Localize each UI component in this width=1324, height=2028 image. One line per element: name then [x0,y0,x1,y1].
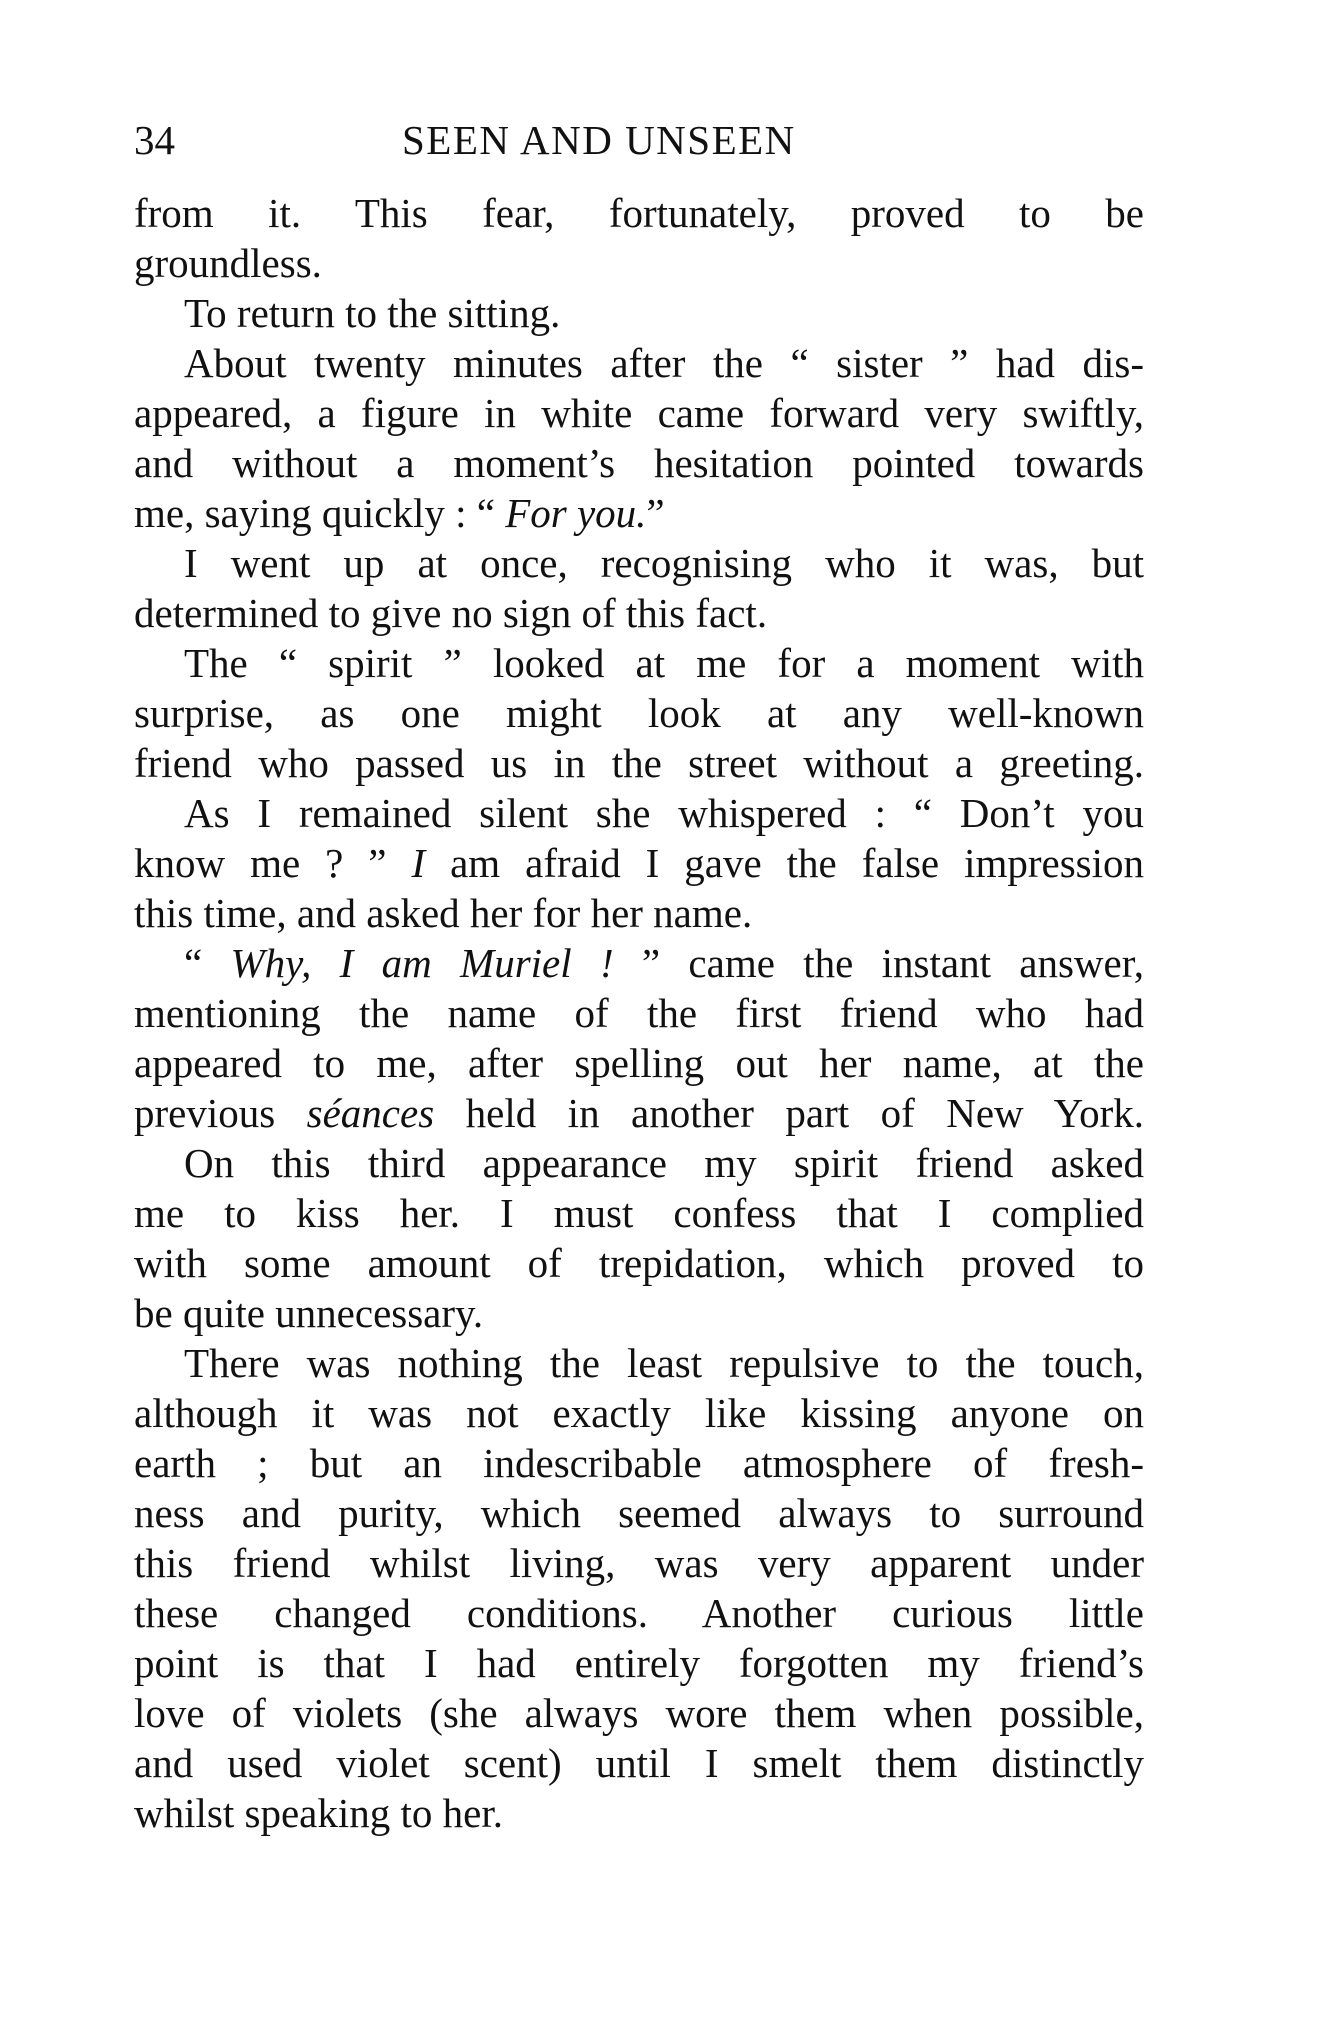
text-line: On this third appearance my spirit friend asked [184,1140,1144,1186]
text-line: surprise, as one might look at any well-known [134,690,1144,736]
text-line: these changed conditions. Another curious little [134,1590,1144,1636]
text-line: As I remained silent she whispered : “ Don’t you [184,790,1144,836]
text-line: groundless. [134,240,322,286]
italic-text: For you. [505,490,647,536]
text-line: The “ spirit ” looked at me for a moment with [184,640,1144,686]
text-line: “ Why, I am Muriel ! ” came the instant answer, [184,940,1144,986]
italic-text: I [411,840,426,886]
text-line: this time, and asked her for her name. [134,890,753,936]
text-line: previous séances held in another part of New York. [134,1090,1144,1136]
text-line: About twenty minutes after the “ sister ” had dis- [184,340,1144,386]
text-line: me to kiss her. I must confess that I complied [134,1190,1144,1236]
text-line: although it was not exactly like kissing anyone on [134,1390,1144,1436]
text-line: and without a moment’s hesitation pointed towards [134,440,1144,486]
text-line: whilst speaking to her. [134,1790,503,1836]
text-line: with some amount of trepidation, which proved to [134,1240,1144,1286]
body-text [134,188,1144,1838]
text-line: appeared to me, after spelling out her name, at the [134,1040,1144,1086]
text-line: There was nothing the least repulsive to the touch, [184,1340,1144,1386]
text-line: determined to give no sign of this fact. [134,590,768,636]
text-line: To return to the sitting. [184,290,561,336]
text-line: point is that I had entirely forgotten my friend’s [134,1640,1144,1686]
italic-text: Why, I am Muriel ! [230,940,614,986]
text-line: friend who passed us in the street without a greeting. [134,740,1144,786]
text-line: mentioning the name of the first friend who had [134,990,1144,1036]
running-title: SEEN AND UNSEEN [402,117,796,163]
text-line: ness and purity, which seemed always to surround [134,1490,1144,1536]
text-line: earth ; but an indescribable atmosphere of fresh- [134,1440,1144,1486]
text-line: appeared, a figure in white came forward very swiftly, [134,390,1144,436]
text-line: be quite unnecessary. [134,1290,484,1336]
page-number: 34 [134,117,175,163]
text-line: I went up at once, recognising who it was, but [184,540,1144,586]
text-line: from it. This fear, fortunately, proved to be [134,190,1144,236]
text-line: know me ? ” I am afraid I gave the false impression [134,840,1145,886]
text-line: this friend whilst living, was very apparent under [134,1540,1144,1586]
text-line: and used violet scent) until I smelt them distinctly [134,1740,1144,1786]
text-line: me, saying quickly : “ For you.” [134,490,665,536]
page-header [134,112,1144,168]
italic-text: séances [306,1090,435,1136]
text-line: love of violets (she always wore them when possible, [134,1690,1144,1736]
